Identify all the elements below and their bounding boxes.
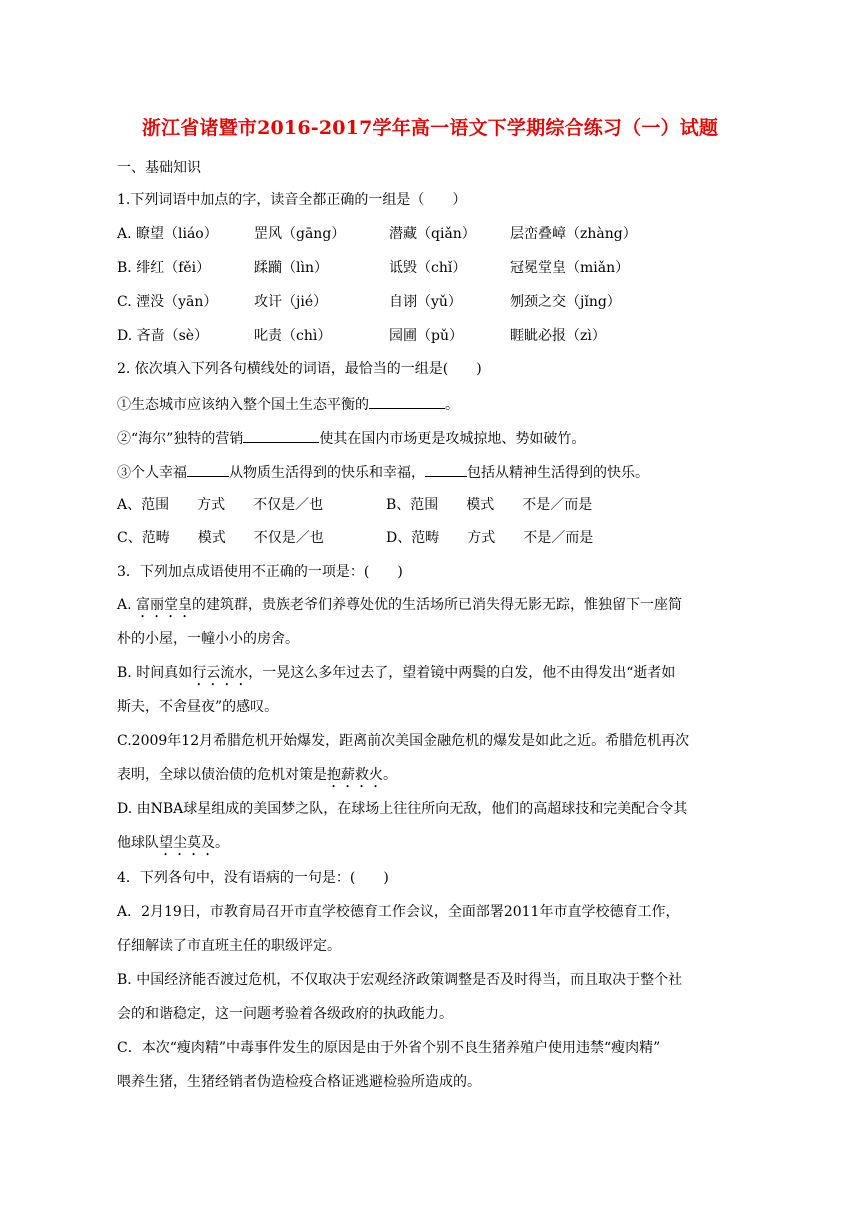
section-heading: 一、基础知识 (117, 160, 201, 176)
q2-sentence-3 (117, 462, 649, 483)
q2-option-c: C、范畴 模式 不仅是／也 (117, 530, 324, 546)
q3-c-end: 。 (383, 767, 397, 783)
q4-option-a: A．2月19日，市教育局召开市直学校德育工作会议，全面部署2011年市直学校德育工作， (117, 904, 680, 920)
q3-option-b (117, 663, 675, 689)
q2-sentence-2 (117, 428, 585, 449)
q1-a-3: 潜藏（qiǎn） (389, 226, 476, 242)
q2-option-a: A、范围 方式 不仅是／也 (117, 497, 324, 513)
q3-c-prefix: 表明，全球以债治债的危机对策是 (117, 767, 327, 783)
q3-a-text: 的建筑群，贵族老爷们养尊处优的生活场所已消失得无影无踪，惟独留下一座简 (192, 597, 683, 613)
q2-stem: 2. 依次填入下列各句横线处的词语，最恰当的一组是( ) (117, 361, 482, 377)
q2-s1-text: ①生态城市应该纳入整个国土生态平衡的 (117, 397, 369, 413)
q3-d-prefix: 他球队 (117, 835, 159, 851)
q3-a-prefix: A. (117, 597, 137, 613)
q2-option-d: D、范畴 方式 不是／而是 (386, 530, 594, 546)
q2-s2-end: 使其在国内市场更是攻城掠地、势如破竹。 (319, 431, 586, 447)
q3-b-prefix: B. 时间真如 (117, 665, 193, 681)
q4-option-a-cont: 仔细解读了市直班主任的职级评定。 (117, 938, 341, 954)
q2-s2-text: ②“海尔”独特的营销 (117, 431, 244, 447)
q1-b-1: B. 绯红（fěi） (117, 260, 211, 276)
q3-option-d: D. 由NBA球星组成的美国梦之队，在球场上往往所向无敌，他们的高超球技和完美配合令其 (117, 801, 688, 817)
fill-blank (425, 462, 467, 477)
q1-a-4: 层峦叠嶂（zhàng） (510, 226, 637, 242)
q1-c-2: 攻讦（jié） (254, 294, 328, 310)
q1-d-3: 园圃（pǔ） (389, 328, 463, 344)
q3-c-idiom: 抱薪救火 (327, 767, 383, 783)
q1-a-2: 罡风（gāng） (254, 226, 346, 242)
q1-stem: 1.下列词语中加点的字，读音全都正确的一组是（ ） (117, 192, 467, 208)
q3-stem: 3．下列加点成语使用不正确的一项是：( ) (117, 564, 403, 580)
q2-s1-end: 。 (445, 397, 459, 413)
q3-option-a-cont: 朴的小屋，一幢小小的房舍。 (117, 631, 299, 647)
q2-option-b: B、范围 模式 不是／而是 (386, 497, 593, 513)
q1-a-1: A. 瞭望（liáo） (117, 226, 218, 242)
q1-d-2: 叱责（chì） (254, 328, 332, 344)
q1-d-4: 睚眦必报（zì） (510, 328, 606, 344)
q1-b-3: 诋毁（chǐ） (389, 260, 467, 276)
q3-option-c-cont (117, 765, 397, 791)
q3-option-b-cont: 斯夫，不舍昼夜”的感叹。 (117, 699, 279, 715)
q1-b-2: 蹂躏（lìn） (254, 260, 328, 276)
q3-b-idiom: 行云流水 (192, 665, 249, 681)
fill-blank (369, 394, 445, 409)
fill-blank (243, 428, 319, 443)
q2-s3-end: 包括从精神生活得到的快乐。 (467, 465, 649, 481)
q1-b-4: 冠冕堂皇（miǎn） (510, 260, 630, 276)
q1-c-3: 自诩（yǔ） (389, 294, 462, 310)
q3-d-end: 。 (215, 835, 229, 851)
q1-d-1: D. 吝啬（sè） (117, 328, 209, 344)
q4-stem: 4．下列各句中，没有语病的一句是：( ) (117, 870, 389, 886)
q1-c-1: C. 湮没（yān） (117, 294, 218, 310)
q3-option-a (117, 595, 682, 621)
q4-option-c: C．本次“瘦肉精”中毒事件发生的原因是由于外省个别不良生猪养殖户使用违禁“瘦肉精” (117, 1040, 661, 1056)
q3-option-c: C.2009年12月希腊危机开始爆发，距离前次美国金融危机的爆发是如此之近。希腊危机再次 (117, 733, 690, 749)
q2-s3-text: ③个人幸福 (117, 465, 187, 481)
q4-option-c-cont: 喂养生猪，生猪经销者伪造检疫合格证逃避检验所造成的。 (117, 1074, 481, 1090)
page-title: 浙江省诸暨市2016-2017学年高一语文下学期综合练习（一）试题 (141, 117, 719, 139)
q1-c-4: 刎颈之交（jǐng） (510, 294, 621, 310)
fill-blank (187, 462, 229, 477)
q4-option-b-cont: 会的和谐稳定，这一问题考验着各级政府的执政能力。 (117, 1006, 453, 1022)
q2-s3-mid: 从物质生活得到的快乐和幸福， (229, 465, 425, 481)
q2-sentence-1 (117, 394, 459, 415)
q3-option-d-cont (117, 833, 229, 859)
q3-a-idiom: 富丽堂皇 (136, 597, 193, 613)
q4-option-b: B. 中国经济能否渡过危机，不仅取决于宏观经济政策调整是否及时得当，而且取决于整个社 (117, 972, 683, 988)
q3-d-idiom: 望尘莫及 (159, 835, 215, 851)
q3-b-text: ，一晃这么多年过去了，望着镜中两鬓的白发，他不由得发出“逝者如 (248, 665, 676, 681)
